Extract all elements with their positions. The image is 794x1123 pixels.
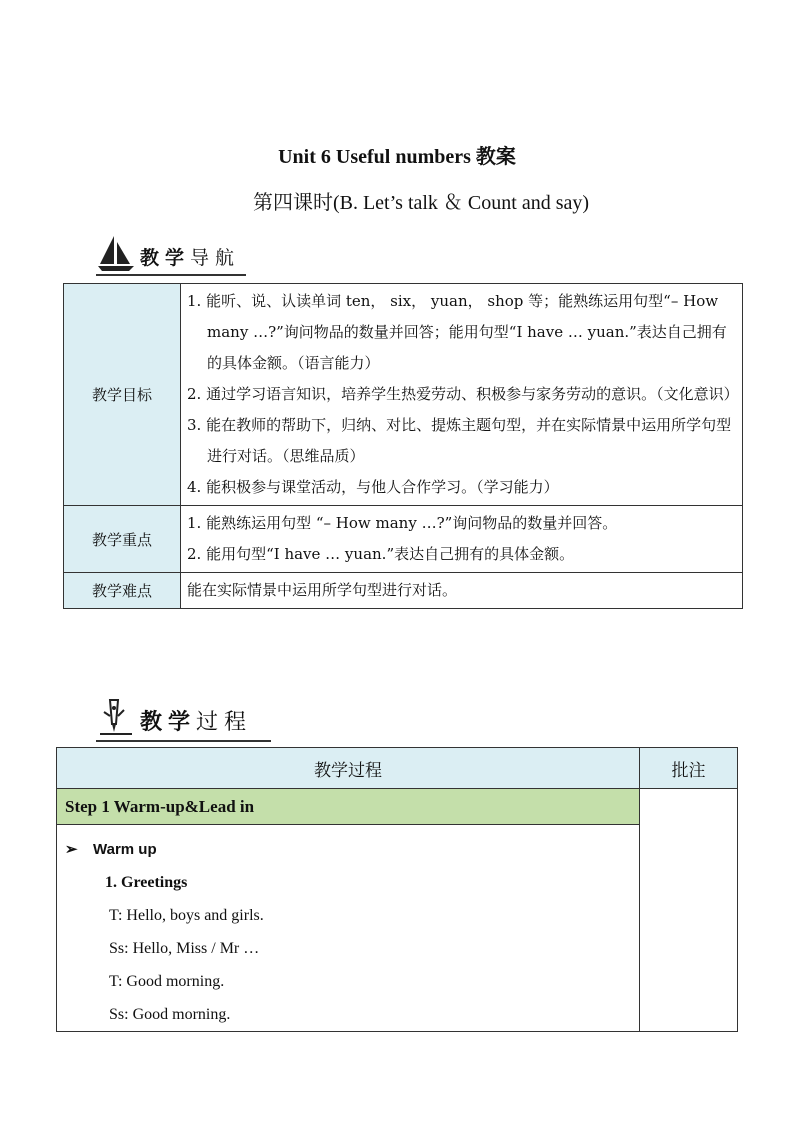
arrow-bullet-icon: ➢	[65, 841, 78, 858]
process-section-label-thin: 过程	[196, 710, 253, 735]
goals-cell	[181, 284, 743, 506]
step-row	[57, 789, 738, 825]
difficulty-row	[64, 573, 743, 609]
process-section-header	[96, 694, 271, 738]
dialogue-line: Ss: Good morning.	[109, 1006, 231, 1023]
nav-section-label-thin: 导航	[190, 247, 241, 269]
sailboat-icon	[96, 234, 138, 272]
key-points-row	[64, 506, 743, 573]
key-point-item: 2. 能用句型“I have … yuan.”表达自己拥有的具体金额。	[187, 545, 575, 563]
process-section-label-bold: 教学	[140, 710, 197, 735]
nav-section-header	[96, 232, 246, 272]
process-section-underline	[96, 740, 271, 742]
warm-up-label: Warm up	[93, 841, 157, 858]
goal-item: 1. 能听、说、认读单词 ten， six， yuan， shop 等；能熟练运用句型“– How many …?”询问物品的数量并回答；能用句型“I have … yuan.”表达自己拥有的具体金额。（语言能力）	[187, 292, 727, 372]
greetings-heading: 1. Greetings	[105, 874, 188, 891]
process-header-row	[57, 748, 738, 789]
warm-up-item	[65, 833, 639, 866]
difficulty-label: 教学难点	[64, 573, 181, 609]
difficulty-cell: 能在实际情景中运用所学句型进行对话。	[181, 573, 743, 609]
dialogue-line: Ss: Hello, Miss / Mr …	[109, 940, 260, 957]
goal-item: 2. 通过学习语言知识，培养学生热爱劳动、积极参与家务劳动的意识。（文化意识）	[187, 385, 739, 403]
document-title: Unit 6 Useful numbers 教案	[278, 146, 516, 168]
goals-table	[63, 283, 743, 609]
step-body	[57, 825, 640, 1032]
dialogue-line: T: Good morning.	[109, 973, 225, 990]
goals-row	[64, 284, 743, 506]
goals-label: 教学目标	[64, 284, 181, 506]
notes-cell	[640, 789, 738, 1032]
key-point-item: 1. 能熟练运用句型 “– How many …?”询问物品的数量并回答。	[187, 514, 618, 532]
step-body-row	[57, 825, 738, 1032]
pencil-figure-icon	[96, 696, 138, 738]
col-process-header: 教学过程	[57, 748, 640, 789]
key-points-label: 教学重点	[64, 506, 181, 573]
lesson-subtitle: 第四课时(B. Let’s talk ＆ Count and say)	[252, 192, 590, 214]
goal-item: 4. 能积极参与课堂活动，与他人合作学习。（学习能力）	[187, 478, 559, 496]
dialogue-line: T: Hello, boys and girls.	[109, 907, 264, 924]
step-title: Step 1 Warm-up&Lead in	[57, 789, 640, 825]
process-table	[56, 747, 738, 1032]
nav-section-label-bold: 教学	[140, 247, 191, 269]
goal-item: 3. 能在教师的帮助下，归纳、对比、提炼主题句型，并在实际情景中运用所学句型进行对话。（思维品质）	[187, 416, 732, 465]
key-points-cell	[181, 506, 743, 573]
nav-section-underline	[96, 274, 246, 276]
col-notes-header: 批注	[640, 748, 738, 789]
